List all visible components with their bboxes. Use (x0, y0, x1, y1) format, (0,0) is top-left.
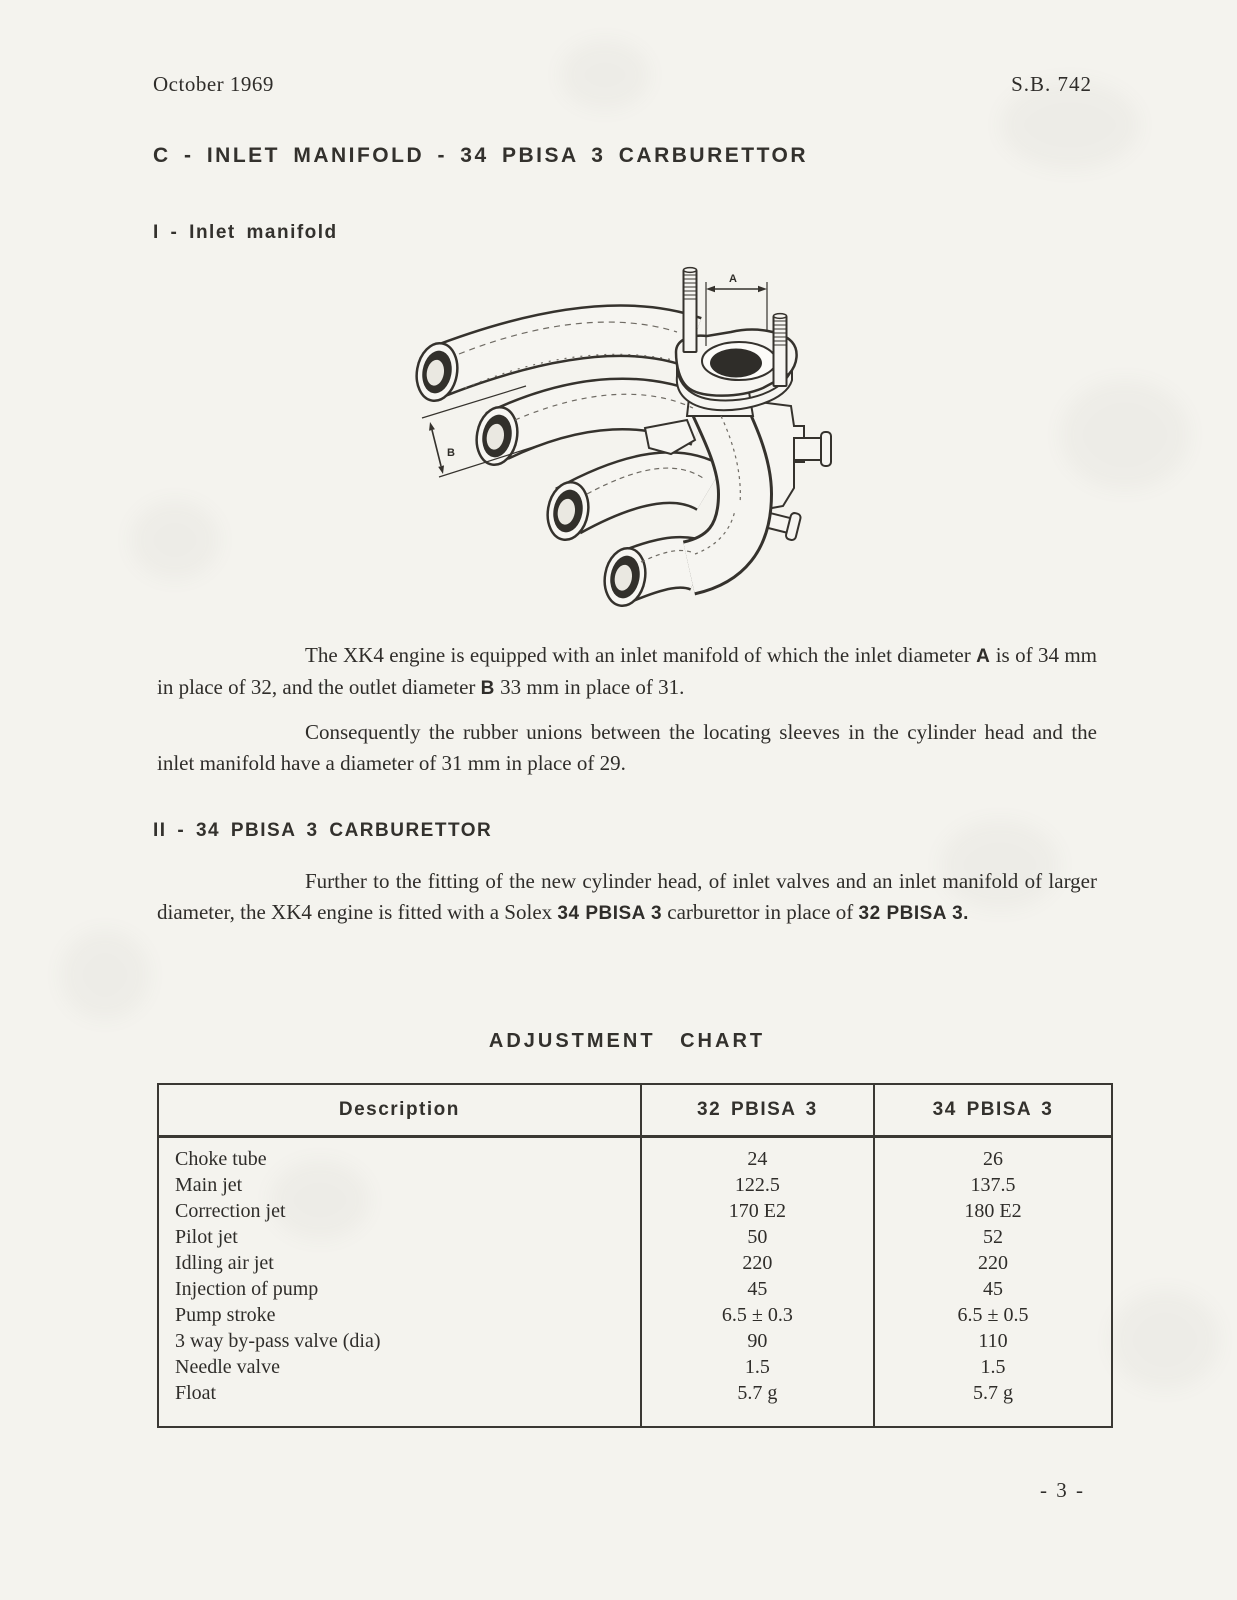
stud-threads (684, 275, 697, 299)
scan-blotch (130, 500, 220, 580)
column-header-34-pbisa-3: 34 PBISA 3 (875, 1085, 1111, 1138)
row-label: 3 way by-pass valve (dia) (175, 1330, 381, 1352)
bulletin-number: S.B. 742 (1011, 72, 1092, 96)
scan-blotch (1110, 1290, 1220, 1390)
cell-value: 5.7 g (972, 1382, 1013, 1404)
cell-value: 52 (982, 1226, 1003, 1248)
dimension-label-b: B (447, 447, 455, 459)
row-label: Idling air jet (175, 1252, 274, 1274)
bold-term: 34 PBISA 3 (557, 903, 663, 924)
cell-value: 220 (742, 1252, 773, 1274)
cell-value: 26 (982, 1148, 1003, 1170)
scan-blotch (560, 40, 650, 110)
cell-value: 137.5 (970, 1174, 1016, 1196)
cell-value: 6.5 ± 0.5 (957, 1304, 1029, 1326)
flange-bore (710, 349, 762, 378)
cell-value: 220 (977, 1252, 1008, 1274)
paragraph-1 (157, 640, 1097, 704)
row-label: Correction jet (175, 1200, 286, 1222)
cell-value: 50 (747, 1226, 768, 1248)
scan-blotch (1060, 380, 1190, 490)
row-label: Pilot jet (175, 1226, 238, 1248)
cell-value: 5.7 g (737, 1382, 778, 1404)
cell-value: 170 E2 (728, 1200, 786, 1222)
cell-value: 45 (982, 1278, 1003, 1300)
column-header-32-pbisa-3: 32 PBISA 3 (642, 1085, 873, 1138)
scan-blotch (60, 930, 150, 1020)
cell-value: 1.5 (744, 1356, 770, 1378)
cell-value: 122.5 (734, 1174, 780, 1196)
row-label: Float (175, 1382, 217, 1404)
paragraph-text: 33 mm in place of 31. (494, 675, 685, 699)
row-label: Pump stroke (175, 1304, 276, 1326)
paragraph-text: Further to the fitting of the new cylinder head, of inlet valves and an inlet manifold of larger diameter, the XK4 engine is fitted with a Solex (157, 869, 1097, 924)
manifold-tube (600, 545, 700, 609)
mounting-stud (684, 268, 697, 352)
paragraph-3 (157, 866, 1097, 929)
chart-title: ADJUSTMENT CHART (488, 1030, 766, 1052)
adjustment-table (157, 1083, 1113, 1428)
row-label: Needle valve (175, 1356, 280, 1378)
cell-value: 45 (747, 1278, 768, 1300)
section-1-heading: I - Inlet manifold (153, 222, 338, 243)
dimension-label-a: A (729, 273, 737, 285)
bold-term: A (976, 646, 991, 667)
cell-value: 110 (978, 1330, 1008, 1352)
side-port (794, 432, 831, 466)
page-header-date: October 1969 (153, 72, 274, 96)
cell-value: 6.5 ± 0.3 (721, 1304, 793, 1326)
bold-term: 32 PBISA 3. (858, 903, 969, 924)
manifold-figure (395, 248, 875, 628)
cell-value: 1.5 (980, 1356, 1006, 1378)
row-label: Choke tube (175, 1148, 267, 1170)
table-column-32-pbisa-3 (640, 1085, 873, 1426)
column-header-description: Description (159, 1085, 640, 1138)
paragraph-text: is of 34 mm in place of 32, and the outlet diameter (157, 643, 1097, 699)
paragraph-text: The XK4 engine is equipped with an inlet manifold of which the inlet diameter (305, 643, 977, 667)
page-number: - 3 - (1040, 1478, 1085, 1502)
mounting-stud (774, 314, 787, 386)
table-column-description (159, 1085, 640, 1426)
manifold-tube (543, 478, 710, 543)
row-label: Injection of pump (175, 1278, 319, 1300)
main-title: C - INLET MANIFOLD - 34 PBISA 3 CARBURETTOR (153, 144, 809, 167)
paragraph-2: Consequently the rubber unions between the locating sleeves in the cylinder head and the inlet manifold have a diameter of 31 mm in place of 29. (157, 720, 1097, 775)
table-column-34-pbisa-3 (873, 1085, 1111, 1426)
stud-threads (774, 321, 787, 345)
row-label: Main jet (175, 1174, 243, 1196)
cell-value: 180 E2 (964, 1200, 1022, 1222)
cell-value: 90 (747, 1330, 768, 1352)
bold-term: B (480, 678, 495, 699)
section-2-heading: II - 34 PBISA 3 CARBURETTOR (153, 820, 493, 841)
paragraph-text: carburettor in place of (662, 900, 859, 924)
cell-value: 24 (747, 1148, 768, 1170)
